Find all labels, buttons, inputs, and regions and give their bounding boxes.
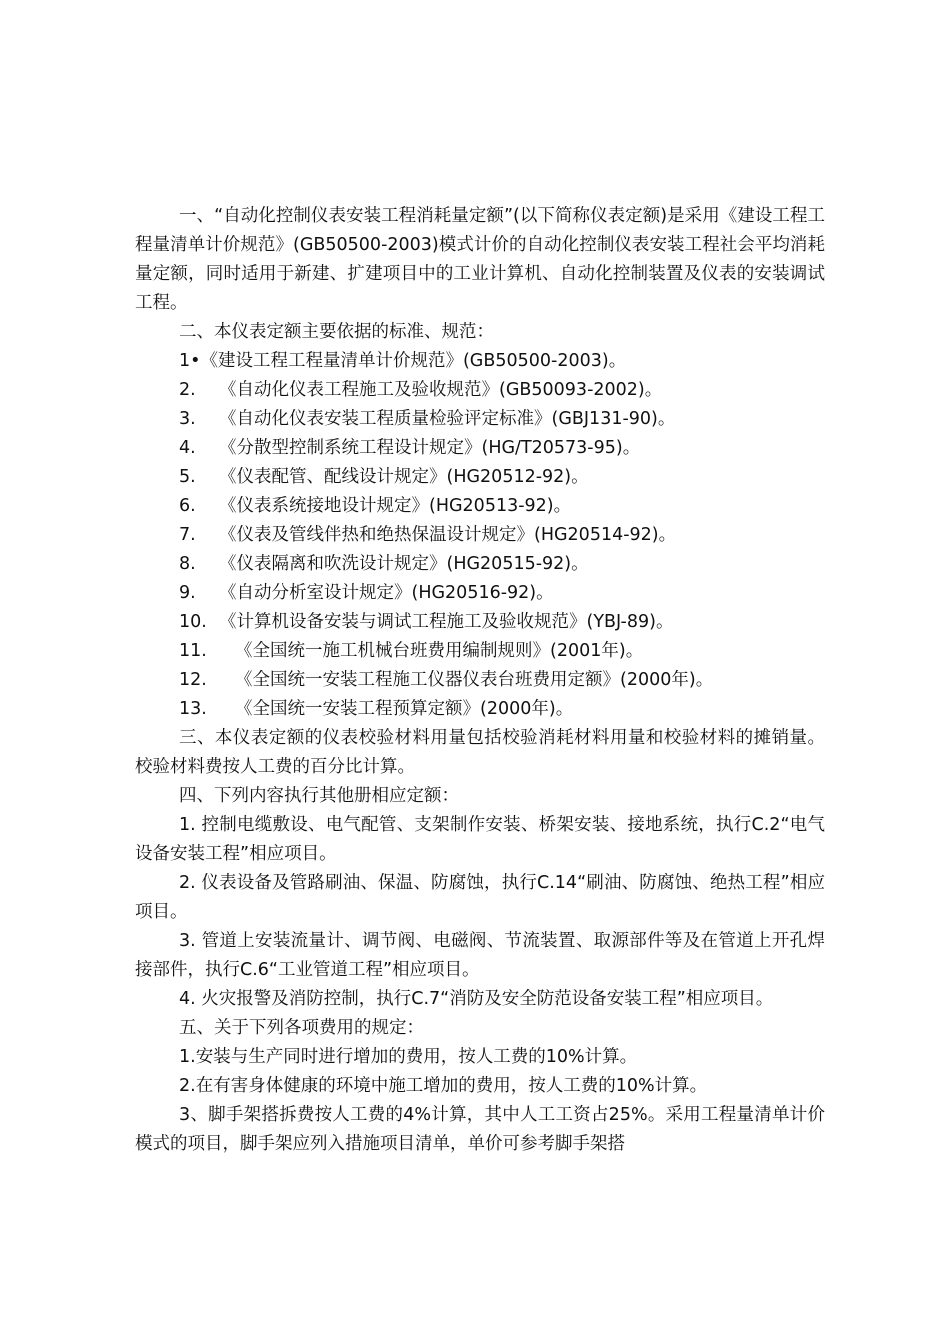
list-item-text: 《仪表隔离和吹洗设计规定》(HG20515-92)。 bbox=[219, 554, 589, 574]
list-item-text: 《自动分析室设计规定》(HG20516-92)。 bbox=[219, 583, 554, 603]
other-volumes-item: 2. 仪表设备及管路刷油、保温、防腐蚀，执行C.14“刷油、防腐蚀、绝热工程”相应项目。 bbox=[135, 873, 825, 922]
list-item bbox=[135, 376, 825, 405]
list-item-number: 5. bbox=[179, 467, 196, 487]
document-page bbox=[135, 202, 825, 1159]
list-item-text: 《仪表系统接地设计规定》(HG20513-92)。 bbox=[219, 496, 572, 516]
list-item-number: 13. bbox=[179, 699, 207, 719]
list-item-text: 《仪表配管、配线设计规定》(HG20512-92)。 bbox=[219, 467, 589, 487]
list-item-number: 8. bbox=[179, 554, 196, 574]
list-item bbox=[135, 637, 825, 666]
standards-list bbox=[135, 347, 825, 724]
list-item-number: 11. bbox=[179, 641, 207, 661]
list-item-text: 《自动化仪表工程施工及验收规范》(GB50093-2002)。 bbox=[219, 380, 663, 400]
list-item bbox=[135, 695, 825, 724]
list-item-text: 《分散型控制系统工程设计规定》(HG/T20573-95)。 bbox=[219, 438, 641, 458]
calibration-paragraph: 三、本仪表定额的仪表校验材料用量包括校验消耗材料用量和校验材料的摊销量。校验材料费按人工费的百分比计算。 bbox=[135, 728, 825, 777]
list-item-text: 《建设工程工程量清单计价规范》(GB50500-2003)。 bbox=[200, 351, 627, 371]
list-item bbox=[135, 347, 825, 376]
list-item bbox=[135, 550, 825, 579]
other-volumes-item: 4. 火灾报警及消防控制，执行C.7“消防及安全防范设备安装工程”相应项目。 bbox=[179, 989, 774, 1009]
list-item-text: 《计算机设备安装与调试工程施工及验收规范》(YBJ-89)。 bbox=[219, 612, 674, 632]
list-item-number: 4. bbox=[179, 438, 196, 458]
list-item-number: 10. bbox=[179, 612, 207, 632]
list-item-number: 6. bbox=[179, 496, 196, 516]
fees-item: 3、脚手架搭拆费按人工费的4%计算，其中人工工资占25%。采用工程量清单计价模式的项目，脚手架应列入措施项目清单，单价可参考脚手架搭 bbox=[135, 1105, 825, 1154]
list-item-text: 《自动化仪表安装工程质量检验评定标准》(GBJ131-90)。 bbox=[219, 409, 676, 429]
list-item-text: 《全国统一安装工程预算定额》(2000年)。 bbox=[235, 699, 574, 719]
other-volumes-item: 1. 控制电缆敷设、电气配管、支架制作安装、桥架安装、接地系统，执行C.2“电气设备安装工程”相应项目。 bbox=[135, 815, 825, 864]
list-item bbox=[135, 434, 825, 463]
fees-item: 1.安装与生产同时进行增加的费用，按人工费的10%计算。 bbox=[179, 1047, 638, 1067]
other-volumes-heading: 四、下列内容执行其他册相应定额： bbox=[179, 786, 459, 806]
list-item-text: 《全国统一安装工程施工仪器仪表台班费用定额》(2000年)。 bbox=[235, 670, 714, 690]
list-item-text: 《仪表及管线伴热和绝热保温设计规定》(HG20514-92)。 bbox=[219, 525, 677, 545]
list-item-number: 7. bbox=[179, 525, 196, 545]
list-item-number: 12. bbox=[179, 670, 207, 690]
list-item bbox=[135, 521, 825, 550]
list-item bbox=[135, 579, 825, 608]
list-item-number: 1• bbox=[179, 351, 201, 371]
list-item-number: 9. bbox=[179, 583, 196, 603]
list-item bbox=[135, 463, 825, 492]
list-item bbox=[135, 405, 825, 434]
list-item-number: 3. bbox=[179, 409, 196, 429]
fees-heading: 五、关于下列各项费用的规定： bbox=[179, 1018, 424, 1038]
other-volumes-item: 3. 管道上安装流量计、调节阀、电磁阀、节流装置、取源部件等及在管道上开孔焊接部件，执行C.6“工业管道工程”相应项目。 bbox=[135, 931, 825, 980]
intro-paragraph: 一、“自动化控制仪表安装工程消耗量定额”(以下简称仪表定额)是采用《建设工程工程量清单计价规范》(GB50500-2003)模式计价的自动化控制仪表安装工程社会平均消耗量定额，同时适用于新建、扩建项目中的工业计算机、自动化控制装置及仪表的安装调试工程。 bbox=[135, 206, 825, 313]
standards-heading: 二、本仪表定额主要依据的标准、规范： bbox=[179, 322, 494, 342]
fees-item: 2.在有害身体健康的环境中施工增加的费用，按人工费的10%计算。 bbox=[179, 1076, 708, 1096]
list-item-number: 2. bbox=[179, 380, 196, 400]
list-item bbox=[135, 492, 825, 521]
list-item bbox=[135, 608, 825, 637]
list-item bbox=[135, 666, 825, 695]
list-item-text: 《全国统一施工机械台班费用编制规则》(2001年)。 bbox=[235, 641, 644, 661]
